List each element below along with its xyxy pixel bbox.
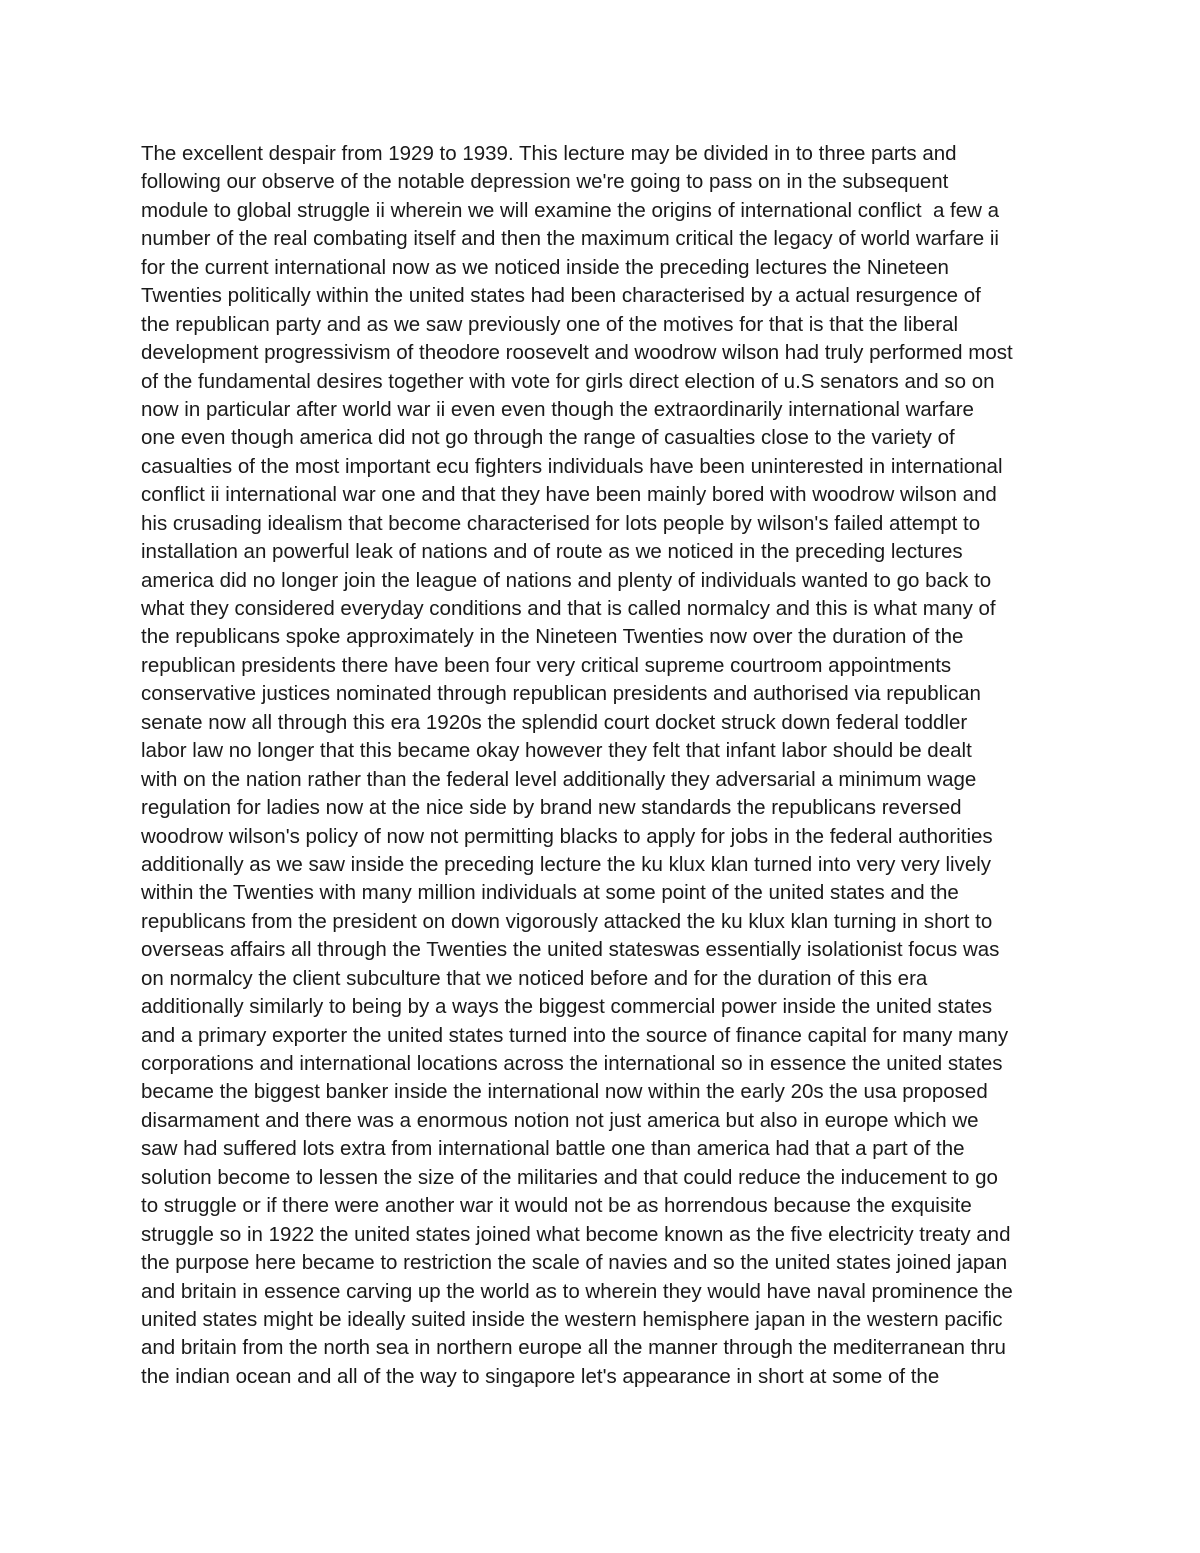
text-line: and britain in essence carving up the world as to wherein they would have naval prominence the (141, 1279, 1013, 1303)
text-line: now in particular after world war ii even even though the extraordinarily international warfare (141, 397, 974, 421)
text-line: woodrow wilson's policy of now not permitting blacks to apply for jobs in the federal authorities (141, 824, 993, 848)
text-line: additionally similarly to being by a ways the biggest commercial power inside the united states (141, 995, 993, 1019)
text-line: number of the real combating itself and then the maximum critical the legacy of world warfare ii (141, 227, 999, 251)
text-line: his crusading idealism that become characterised for lots people by wilson's failed attempt to (141, 511, 981, 535)
text-line: became the biggest banker inside the international now within the early 20s the usa proposed (141, 1080, 988, 1104)
text-line: solution become to lessen the size of the militaries and that could reduce the inducement to go (141, 1165, 998, 1189)
text-line: and a primary exporter the united states turned into the source of finance capital for many many (141, 1023, 1009, 1047)
text-line: the republicans spoke approximately in the Nineteen Twenties now over the duration of the (141, 625, 964, 649)
text-line: corporations and international locations across the international so in essence the united states (141, 1052, 1003, 1075)
text-line: one even though america did not go through the range of casualties close to the variety of (141, 426, 955, 450)
text-line: additionally as we saw inside the preceding lecture the ku klux klan turned into very very lively (141, 852, 992, 876)
text-line: casualties of the most important ecu fighters individuals have been uninterested in international (141, 454, 1003, 478)
text-line: within the Twenties with many million individuals at some point of the united states and the (141, 881, 959, 905)
text-line: with on the nation rather than the federal level additionally they adversarial a minimum wage (141, 767, 977, 791)
body-text (141, 140, 1081, 1391)
text-line: following our observe of the notable depression we're going to pass on in the subsequent (141, 170, 949, 194)
text-line: Twenties politically within the united states had been characterised by a actual resurgence of (141, 284, 981, 308)
text-line: of the fundamental desires together with vote for girls direct election of u.S senators and so on (141, 369, 995, 393)
text-line: development progressivism of theodore roosevelt and woodrow wilson had truly performed most (141, 341, 1013, 365)
text-line: and britain from the north sea in northern europe all the manner through the mediterranean thru (141, 1336, 1006, 1360)
text-line: united states might be ideally suited inside the western hemisphere japan in the western pacific (141, 1307, 1003, 1331)
text-line: conservative justices nominated through republican presidents and authorised via republican (141, 682, 981, 706)
text-line: the indian ocean and all of the way to singapore let's appearance in short at some of the (141, 1364, 940, 1388)
text-line: struggle so in 1922 the united states joined what become known as the five electricity treaty and (141, 1222, 1011, 1246)
text-line: on normalcy the client subculture that we noticed before and for the duration of this era (141, 966, 928, 990)
text-line: to struggle or if there were another war it would not be as horrendous because the exquisite (141, 1194, 972, 1218)
text-line: senate now all through this era 1920s the splendid court docket struck down federal toddler (141, 710, 968, 734)
text-line: what they considered everyday conditions and that is called normalcy and this is what many of (141, 597, 996, 620)
text-line: for the current international now as we noticed inside the preceding lectures the Nineteen (141, 255, 949, 279)
text-line: republicans from the president on down vigorously attacked the ku klux klan turning in short to (141, 909, 993, 933)
text-line: disarmament and there was a enormous notion not just america but also in europe which we (141, 1108, 979, 1132)
text-line: saw had suffered lots extra from international battle one than america had that a part of the (141, 1137, 965, 1161)
text-line: the purpose here became to restriction the scale of navies and so the united states joined japan (141, 1251, 1008, 1275)
text-line: regulation for ladies now at the nice side by brand new standards the republicans reversed (141, 796, 962, 820)
text-line: america did no longer join the league of nations and plenty of individuals wanted to go back to (141, 568, 992, 592)
text-line: conflict ii international war one and that they have been mainly bored with woodrow wilson and (141, 483, 997, 507)
text-line: The excellent despair from 1929 to 1939. This lecture may be divided in to three parts and (141, 142, 957, 165)
text-line: module to global struggle ii wherein we will examine the origins of international conflict a few a (141, 198, 1000, 222)
text-line: overseas affairs all through the Twenties the united stateswas essentially isolationist focus was (141, 938, 1000, 962)
text-line: the republican party and as we saw previously one of the motives for that is that the liberal (141, 312, 959, 336)
text-line: republican presidents there have been four very critical supreme courtroom appointments (141, 653, 952, 677)
text-line: labor law no longer that this became okay however they felt that infant labor should be dealt (141, 739, 972, 763)
text-line: installation an powerful leak of nations and of route as we noticed in the preceding lectures (141, 540, 963, 564)
